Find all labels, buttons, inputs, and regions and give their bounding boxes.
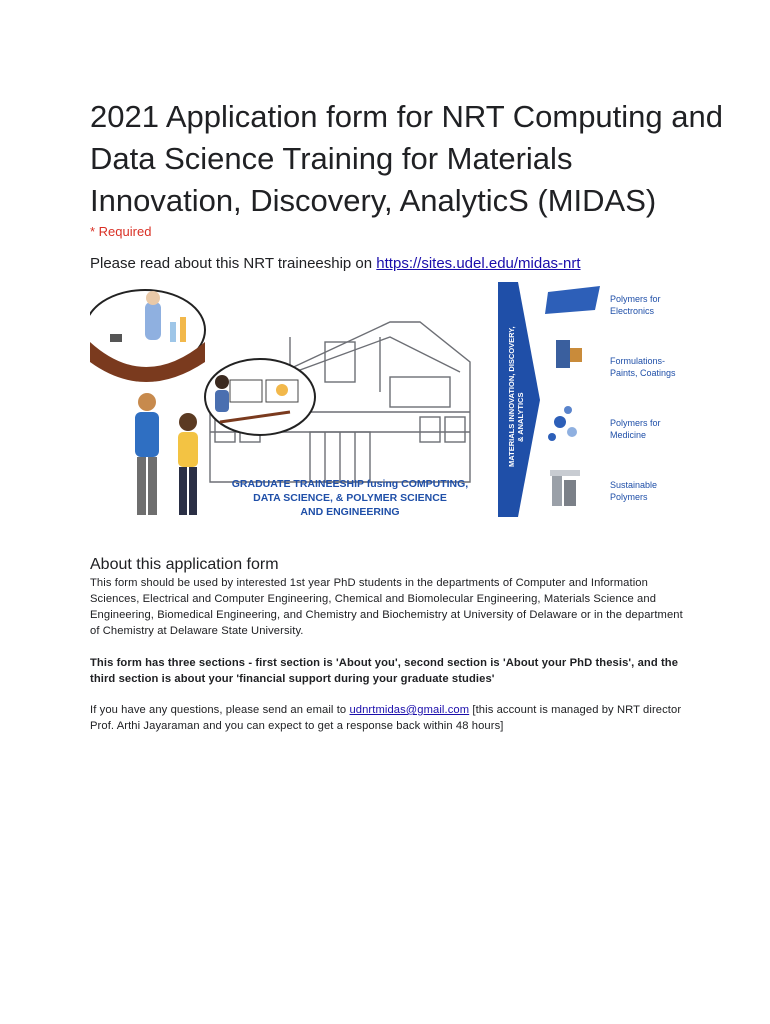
traineeship-link[interactable]: https://sites.udel.edu/midas-nrt bbox=[376, 255, 581, 272]
arrow-line-2: & ANALYTICS bbox=[516, 392, 525, 442]
outcome-1-line-1: Polymers for bbox=[610, 294, 661, 304]
caption-line-2: DATA SCIENCE, & POLYMER SCIENCE bbox=[253, 492, 447, 504]
contact-text-after: [this account is managed by NRT director Prof. Arthi Jayaraman and you can expect to get a response back within 48 hours] bbox=[90, 704, 682, 732]
contact-email-link[interactable]: udnrtmidas@gmail.com bbox=[349, 704, 470, 716]
materials-arrow bbox=[498, 282, 540, 517]
outcome-electronics bbox=[545, 286, 661, 316]
outcome-medicine bbox=[548, 406, 661, 441]
required-note: * Required bbox=[90, 224, 152, 239]
about-paragraph-1: This form should be used by interested 1st year PhD students in the departments of Computer and Information Sciences, Electrical and Computer Engineering, Chemical and Biomolecular Engineering, Materials Science and Engineering, Biomedical Engineering, and Chemistry and Biochemistry at University of Delaware or in the department of Chemistry at Delaware State University. bbox=[90, 577, 683, 637]
outcome-1-line-2: Electronics bbox=[610, 306, 655, 316]
outcome-4-line-2: Polymers bbox=[610, 492, 648, 502]
outcome-2-line-1: Formulations- bbox=[610, 356, 666, 366]
intro-text bbox=[90, 255, 581, 272]
intro-label: Please read about this NRT traineeship on bbox=[90, 255, 377, 272]
traineeship-illustration bbox=[90, 282, 690, 532]
computer-bubble bbox=[205, 359, 315, 435]
outcome-formulations bbox=[556, 340, 676, 378]
contact-text-before: If you have any questions, please send an email to bbox=[90, 704, 350, 716]
outcome-3-line-2: Medicine bbox=[610, 430, 647, 440]
students-drawing bbox=[135, 393, 198, 515]
arrow-line-1: MATERIALS INNOVATION, DISCOVERY, bbox=[507, 326, 516, 467]
about-paragraph-2: This form has three sections - first section is 'About you', second section is 'About your PhD thesis', and the third section is about your 'financial support during your graduate studies' bbox=[90, 657, 679, 685]
outcome-sustainable bbox=[550, 470, 657, 506]
outcome-3-line-1: Polymers for bbox=[610, 418, 661, 428]
lab-bubble bbox=[90, 290, 205, 382]
outcome-4-line-1: Sustainable bbox=[610, 480, 658, 490]
form-title: 2021 Application form for NRT Computing and Data Science Training for Materials Innovation, Discovery, AnalyticS (MIDAS) bbox=[90, 99, 723, 218]
about-heading: About this application form bbox=[90, 556, 279, 573]
traineeship-caption bbox=[232, 478, 469, 518]
caption-line-3: AND ENGINEERING bbox=[300, 506, 400, 518]
outcome-2-line-2: Paints, Coatings bbox=[610, 368, 676, 378]
about-paragraph-3 bbox=[90, 702, 690, 734]
caption-line-1: GRADUATE TRAINEESHIP fusing COMPUTING, bbox=[231, 478, 469, 490]
